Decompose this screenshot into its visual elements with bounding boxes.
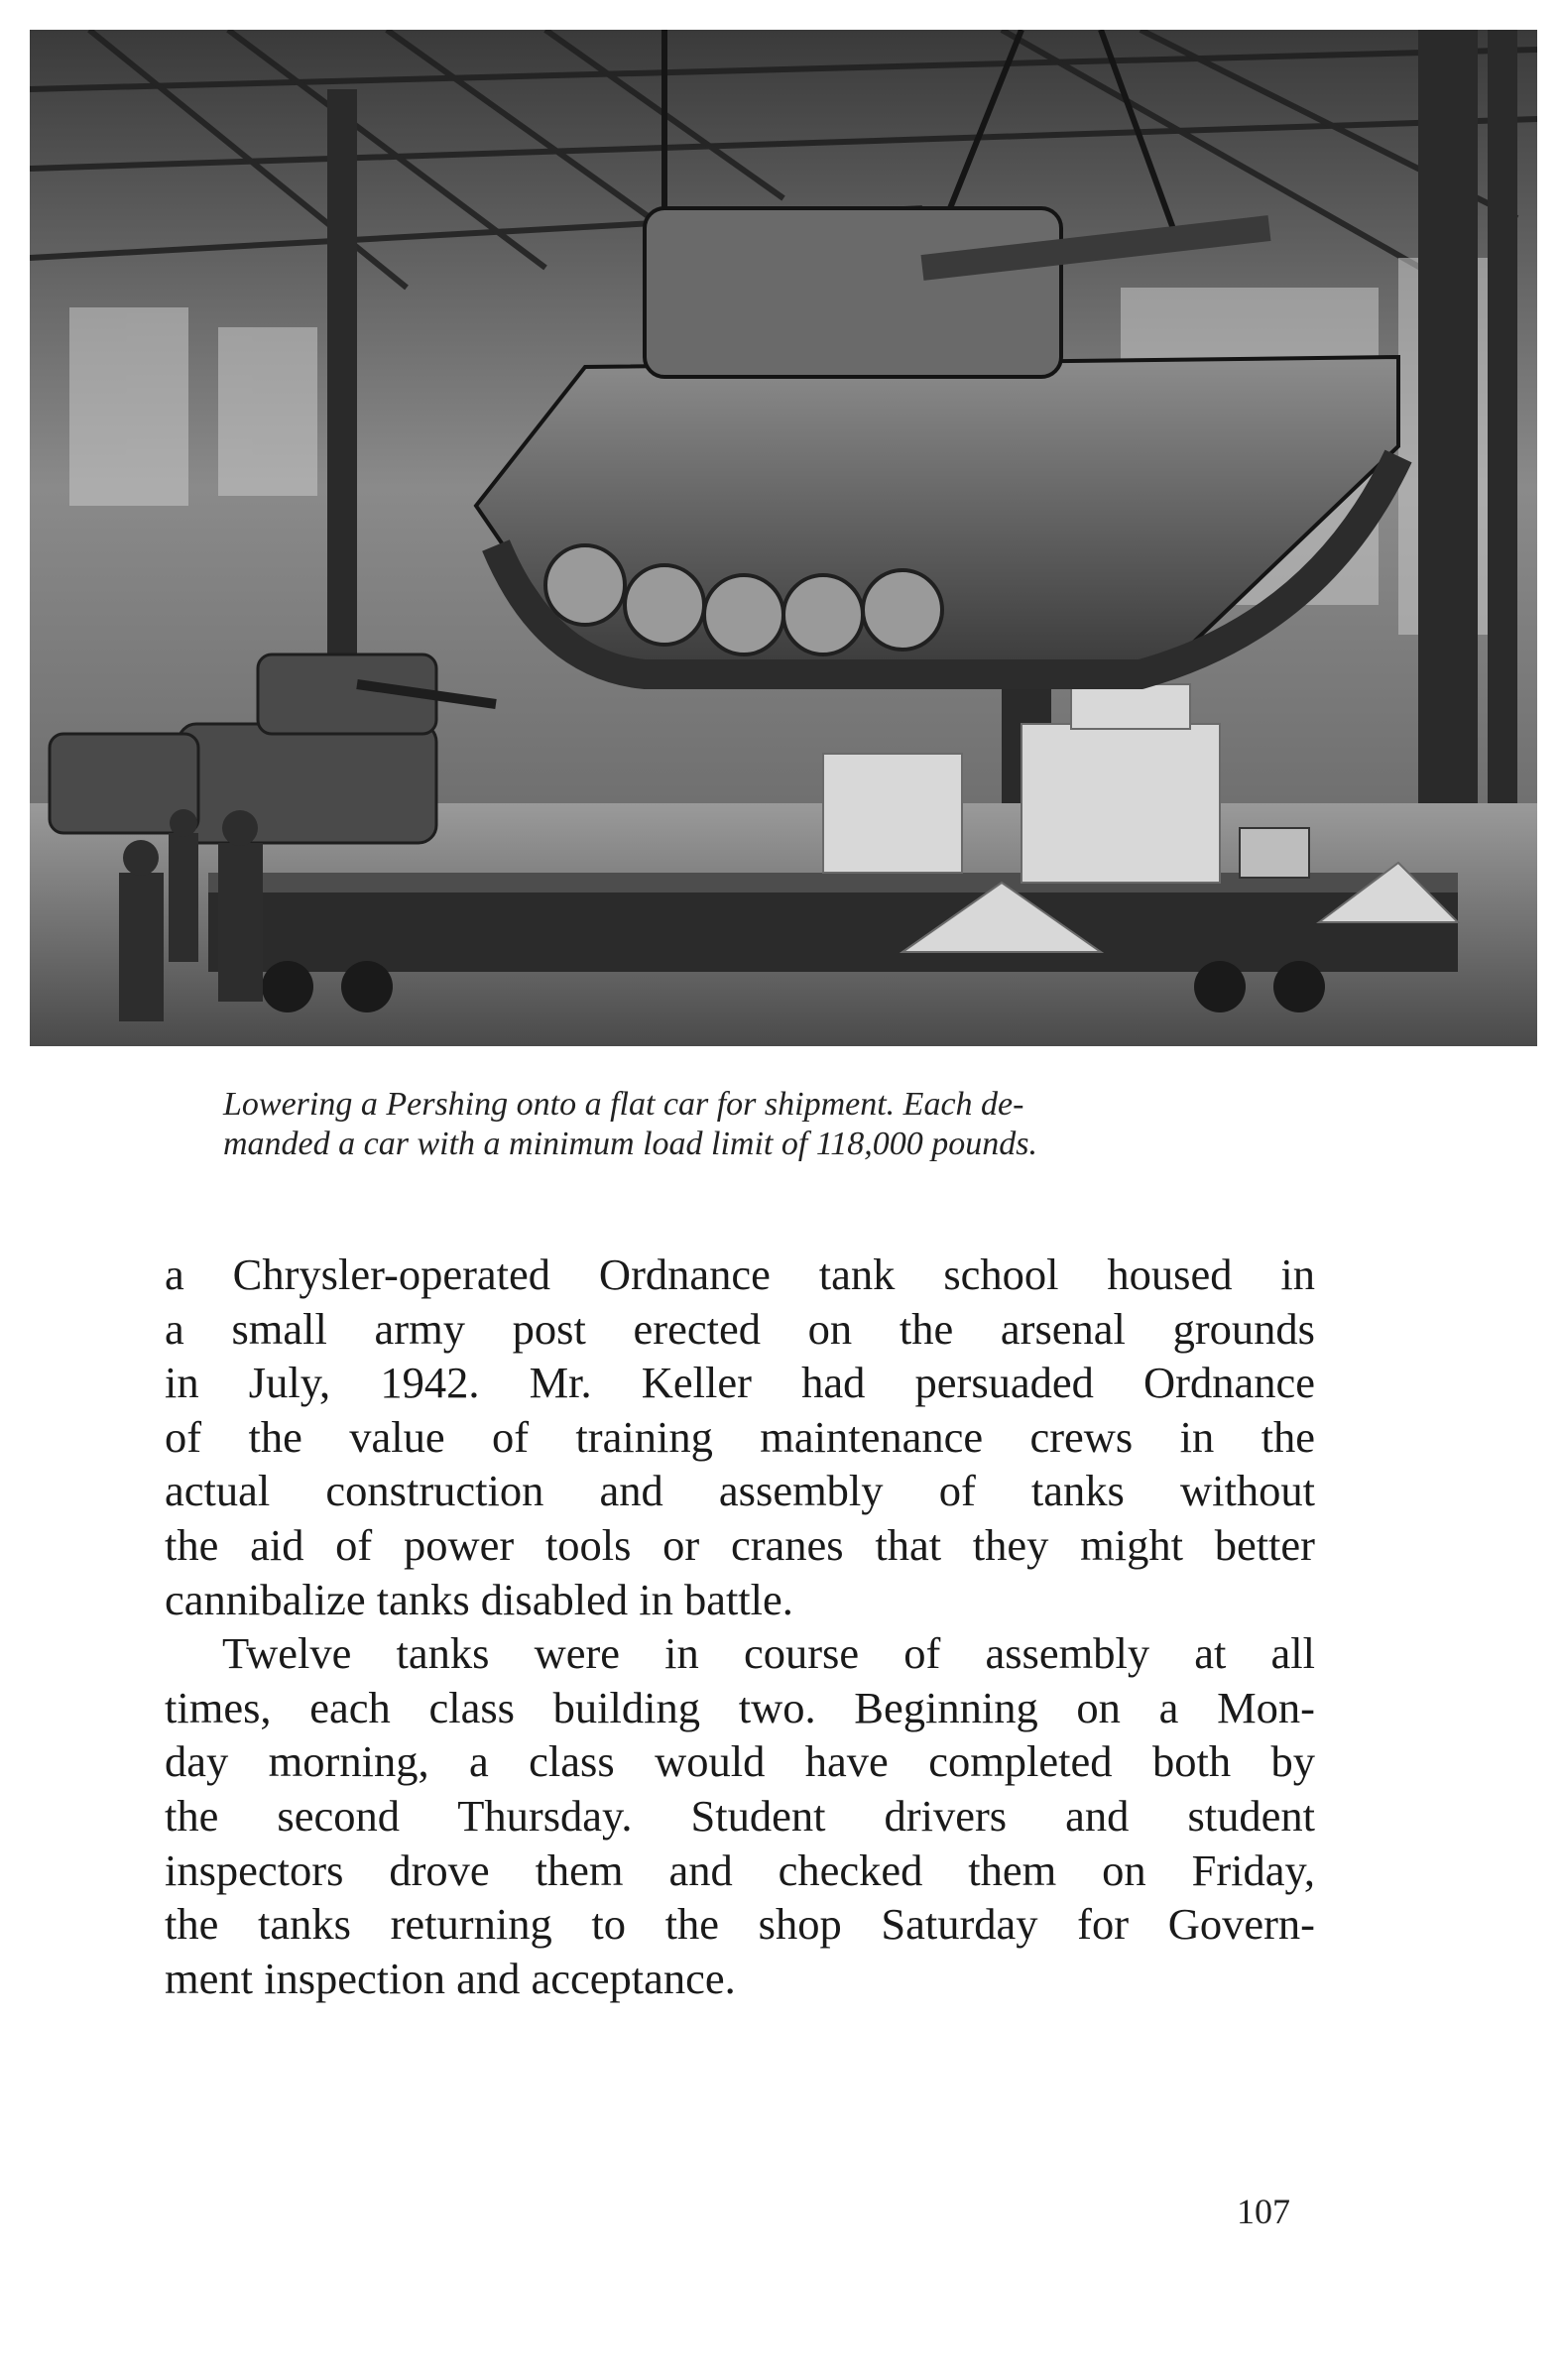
paragraph-1 [165, 1248, 1315, 1626]
page-number: 107 [1237, 2192, 1290, 2231]
text-line: actual construction and assembly of tanks without [165, 1466, 1315, 1516]
text-line: a small army post erected on the arsenal grounds [165, 1303, 1315, 1354]
text-line: ment inspection and acceptance. [165, 1953, 736, 2003]
text-line: the second Thursday. Student drivers and student [165, 1790, 1315, 1841]
text-line: of the value of training maintenance crews in the [165, 1411, 1315, 1462]
text-line: day morning, a class would have completed both by [165, 1736, 1315, 1787]
paragraph-2 [165, 1626, 1315, 2005]
text-line: in July, 1942. Mr. Keller had persuaded Ordnance [165, 1358, 1315, 1408]
text-line: the aid of power tools or cranes that they might better [165, 1519, 1315, 1570]
text-line: inspectors drove them and checked them on Friday, [165, 1844, 1315, 1895]
figure-caption [223, 1085, 1314, 1164]
text-line: cannibalize tanks disabled in battle. [165, 1574, 793, 1624]
text-line: Twelve tanks were in course of assembly at all [222, 1628, 1315, 1679]
text-line: times, each class building two. Beginning on a Mon- [165, 1682, 1315, 1732]
photo-tank-factory [30, 30, 1537, 1046]
caption-line: Lowering a Pershing onto a flat car for shipment. Each de- [223, 1086, 1024, 1123]
body-text [165, 1248, 1315, 2005]
text-line: a Chrysler-operated Ordnance tank school housed in [165, 1250, 1315, 1299]
photo-illustration-icon [30, 30, 1537, 1046]
text-line: the tanks returning to the shop Saturday for Govern- [165, 1899, 1315, 1950]
caption-line: manded a car with a minimum load limit of 118,000 pounds. [223, 1126, 1038, 1162]
